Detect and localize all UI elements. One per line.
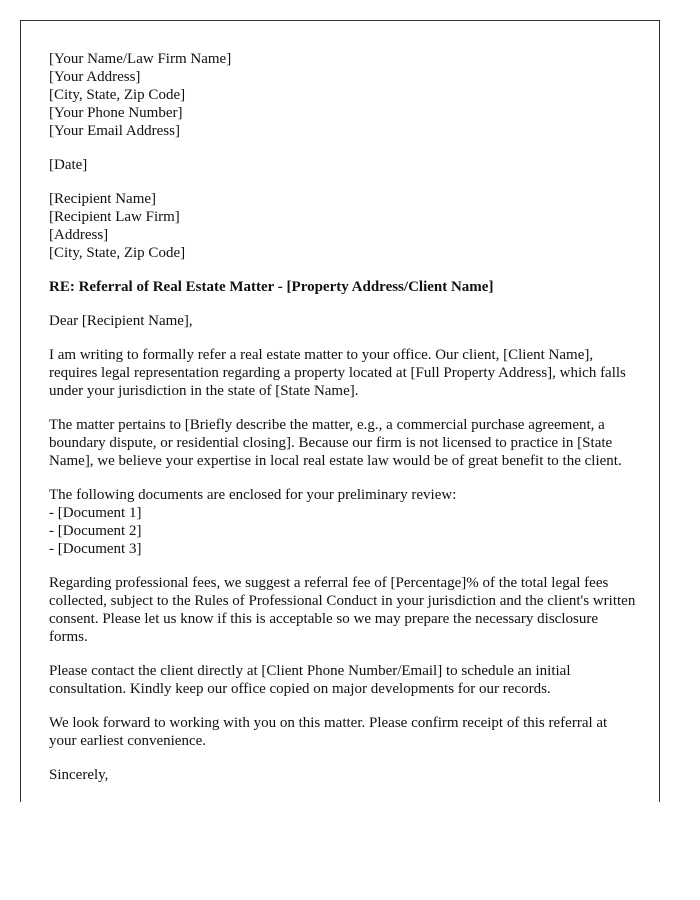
letter-content [49,50,637,800]
recipient-name: [Recipient Name] [49,191,157,207]
recipient-address: [Address] [49,227,109,243]
letter-date: [Date] [49,157,88,173]
salutation: Dear [Recipient Name], [49,313,193,329]
documents-intro: The following documents are enclosed for your preliminary review: [49,487,457,503]
document-item: - [Document 2] [49,523,142,539]
letter-page [20,20,660,802]
recipient-block [49,190,637,262]
sender-phone: [Your Phone Number] [49,105,183,121]
sender-city: [City, State, Zip Code] [49,87,186,103]
document-item: - [Document 1] [49,505,142,521]
sender-block [49,50,637,140]
sender-address: [Your Address] [49,69,141,85]
document-item: - [Document 3] [49,541,142,557]
closing: Sincerely, [49,767,109,783]
paragraph-contact: Please contact the client directly at [Client Phone Number/Email] to schedule an initial consultation. Kindly keep our office copied on major developments for our records. [49,663,571,697]
recipient-firm: [Recipient Law Firm] [49,209,180,225]
paragraph-closing: We look forward to working with you on this matter. Please confirm receipt of this referral at your earliest convenience. [49,715,608,749]
subject-line: RE: Referral of Real Estate Matter - [Property Address/Client Name] [49,279,494,295]
sender-email: [Your Email Address] [49,123,180,139]
paragraph-fees: Regarding professional fees, we suggest a referral fee of [Percentage]% of the total legal fees collected, subject to the Rules of Professional Conduct in your jurisdiction and the client's written consent. Please let us know if this is acceptable so we may prepare the necessary disclosure forms. [49,575,636,645]
paragraph-matter: The matter pertains to [Briefly describe the matter, e.g., a commercial purchase agreement, a boundary dispute, or residential closing]. Because our firm is not licensed to practice in [State Name], we believe your expertise in local real estate law would be of great benefit to the client. [49,417,622,469]
sender-name: [Your Name/Law Firm Name] [49,51,232,67]
paragraph-intro: I am writing to formally refer a real estate matter to your office. Our client, [Client Name], requires legal representation regarding a property located at [Full Property Address], which falls under your jurisdiction in the state of [State Name]. [49,347,626,399]
documents-list [49,486,637,558]
recipient-city: [City, State, Zip Code] [49,245,186,261]
